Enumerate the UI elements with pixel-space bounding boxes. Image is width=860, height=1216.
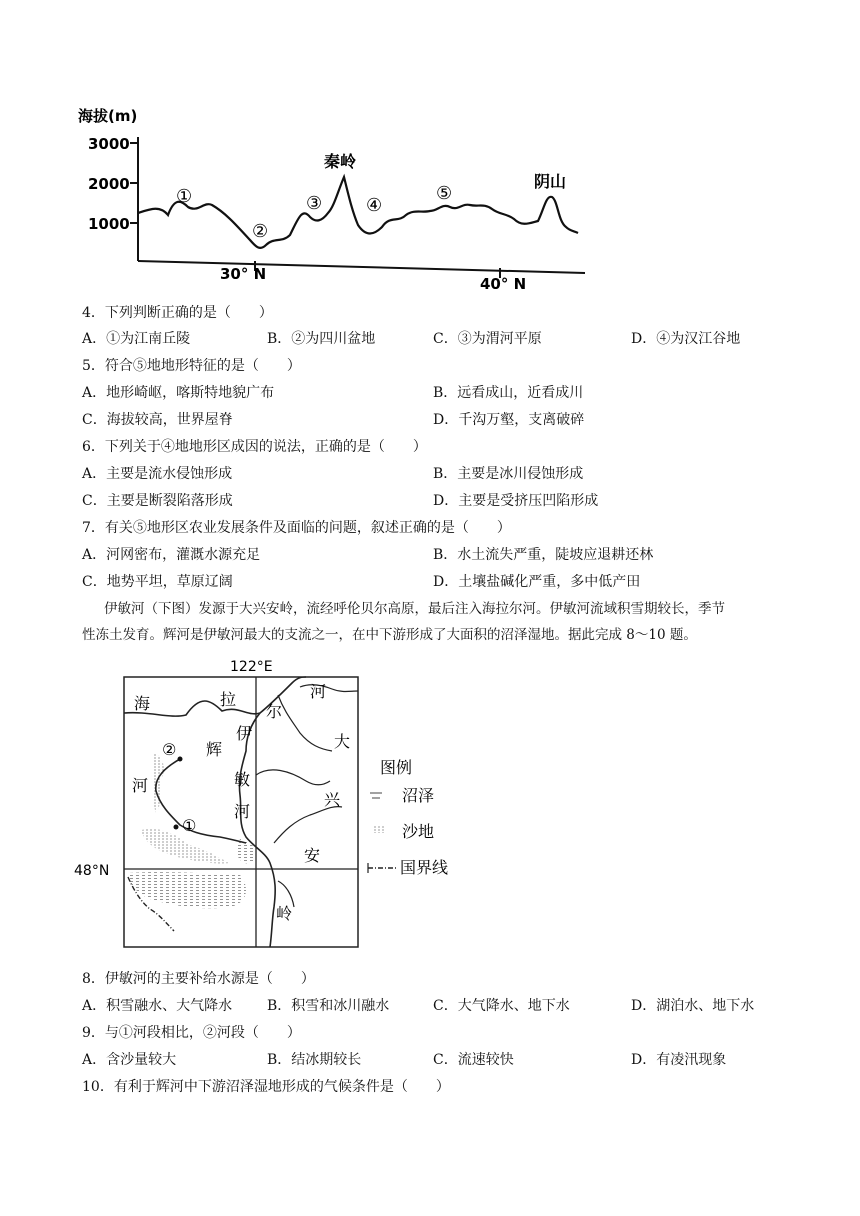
intro-line-2: 性冻土发育。辉河是伊敏河最大的支流之一，在中下游形成了大面积的沼泽湿地。据此完成 8～10 题。 — [82, 627, 697, 643]
yimin-river-map — [70, 655, 470, 955]
terrain-profile-line — [138, 177, 578, 248]
q4-option-b: B．②为四川盆地 — [267, 331, 376, 347]
q9-option-a: A．含沙量较大 — [82, 1052, 177, 1068]
q7-option-a: A．河网密布，灌溉水源充足 — [82, 547, 261, 563]
q5-stem: 5．符合⑤地地形特征的是（ ） — [82, 358, 301, 374]
map-char-an: 安 — [304, 846, 321, 865]
q10-stem: 10．有利于辉河中下游沼泽湿地形成的气候条件是（ ） — [82, 1079, 450, 1095]
q7-option-c: C．地势平坦，草原辽阔 — [82, 574, 233, 590]
map-char-ling: 岭 — [276, 904, 293, 923]
marker-4: ④ — [366, 195, 383, 216]
point-2-dot — [178, 757, 183, 762]
map-char-he-yimin: 河 — [234, 802, 251, 821]
intro-line-1: 伊敏河（下图）发源于大兴安岭，流经呼伦贝尔高原，最后注入海拉尔河。伊敏河流域积雪期较长，季节 — [104, 601, 725, 617]
q4-option-c: C．③为渭河平原 — [433, 331, 542, 347]
q6-option-b: B．主要是冰川侵蚀形成 — [433, 466, 584, 482]
legend-title: 图例 — [380, 758, 413, 777]
map-char-er: 尔 — [266, 702, 283, 721]
q4-stem: 4．下列判断正确的是（ ） — [82, 305, 273, 321]
ytick-2000: 2000 — [88, 175, 130, 193]
map-lon-label: 122°E — [230, 659, 273, 675]
point-1-dot — [174, 825, 179, 830]
marker-3: ③ — [306, 193, 323, 214]
q5-option-a: A．地形崎岖，喀斯特地貌广布 — [82, 385, 275, 401]
q7-stem: 7．有关⑤地形区农业发展条件及面临的问题，叙述正确的是（ ） — [82, 520, 511, 536]
tributary-4 — [300, 685, 358, 692]
tributary-3 — [274, 807, 342, 843]
map-char-he-top: 河 — [310, 682, 327, 701]
label-yinshan: 阴山 — [534, 172, 567, 191]
sand-area-2 — [152, 753, 164, 815]
q6-option-a: A．主要是流水侵蚀形成 — [82, 466, 233, 482]
q4-option-a: A．①为江南丘陵 — [82, 331, 191, 347]
label-qinling: 秦岭 — [324, 152, 357, 171]
ytick-1000: 1000 — [88, 215, 130, 233]
map-char-da: 大 — [334, 732, 351, 751]
hui-river — [156, 759, 246, 843]
profile-x-axis — [138, 261, 585, 273]
legend-item-border: 国界线 — [400, 858, 449, 877]
marker-5: ⑤ — [436, 183, 453, 204]
map-marker-2: ② — [162, 740, 177, 759]
q6-option-d: D．主要是受挤压凹陷形成 — [433, 493, 599, 509]
map-lat-label: 48°N — [74, 863, 110, 879]
xtick-40n: 40° N — [480, 275, 527, 293]
q9-option-c: C．流速较快 — [433, 1052, 514, 1068]
q8-stem: 8．伊敏河的主要补给水源是（ ） — [82, 971, 315, 987]
legend-item-sand: 沙地 — [402, 822, 435, 841]
map-char-min: 敏 — [234, 770, 251, 789]
q9-option-d: D．有凌汛现象 — [631, 1052, 727, 1068]
tributary-1 — [278, 695, 332, 751]
q5-option-c: C．海拔较高，世界屋脊 — [82, 412, 233, 428]
q8-option-d: D．湖泊水、地下水 — [631, 998, 755, 1014]
map-char-hui: 辉 — [206, 740, 223, 759]
map-char-he-hui: 河 — [132, 776, 149, 795]
map-char-xing: 兴 — [324, 790, 341, 809]
q6-option-c: C．主要是断裂陷落形成 — [82, 493, 233, 509]
q5-option-b: B．远看成山，近看成川 — [433, 385, 584, 401]
elevation-profile — [70, 95, 600, 295]
marker-1: ① — [176, 186, 193, 207]
tributary-2 — [256, 770, 330, 785]
legend-item-marsh: 沼泽 — [402, 786, 435, 805]
q5-option-d: D．千沟万壑，支离破碎 — [433, 412, 585, 428]
ytick-3000: 3000 — [88, 135, 130, 153]
q7-option-b: B．水土流失严重，陡坡应退耕还林 — [433, 547, 654, 563]
marsh-area — [128, 872, 246, 908]
map-char-hai: 海 — [134, 694, 151, 713]
q9-option-b: B．结冰期较长 — [267, 1052, 362, 1068]
yimin-river — [239, 713, 275, 947]
q4-option-d: D．④为汉江谷地 — [631, 331, 741, 347]
q6-stem: 6．下列关于④地地形区成因的说法，正确的是（ ） — [82, 439, 427, 455]
q9-stem: 9．与①河段相比，②河段（ ） — [82, 1025, 301, 1041]
marker-2: ② — [252, 221, 269, 242]
xtick-30n: 30° N — [220, 265, 267, 283]
map-char-la: 拉 — [220, 690, 237, 709]
profile-ylabel: 海拔(m) — [78, 107, 138, 125]
map-char-yi: 伊 — [236, 724, 253, 743]
q7-option-d: D．土壤盐碱化严重，多中低产田 — [433, 574, 641, 590]
map-marker-1: ① — [182, 816, 197, 835]
q8-option-a: A．积雪融水、大气降水 — [82, 998, 233, 1014]
q8-option-c: C．大气降水、地下水 — [433, 998, 570, 1014]
q8-option-b: B．积雪和冰川融水 — [267, 998, 390, 1014]
